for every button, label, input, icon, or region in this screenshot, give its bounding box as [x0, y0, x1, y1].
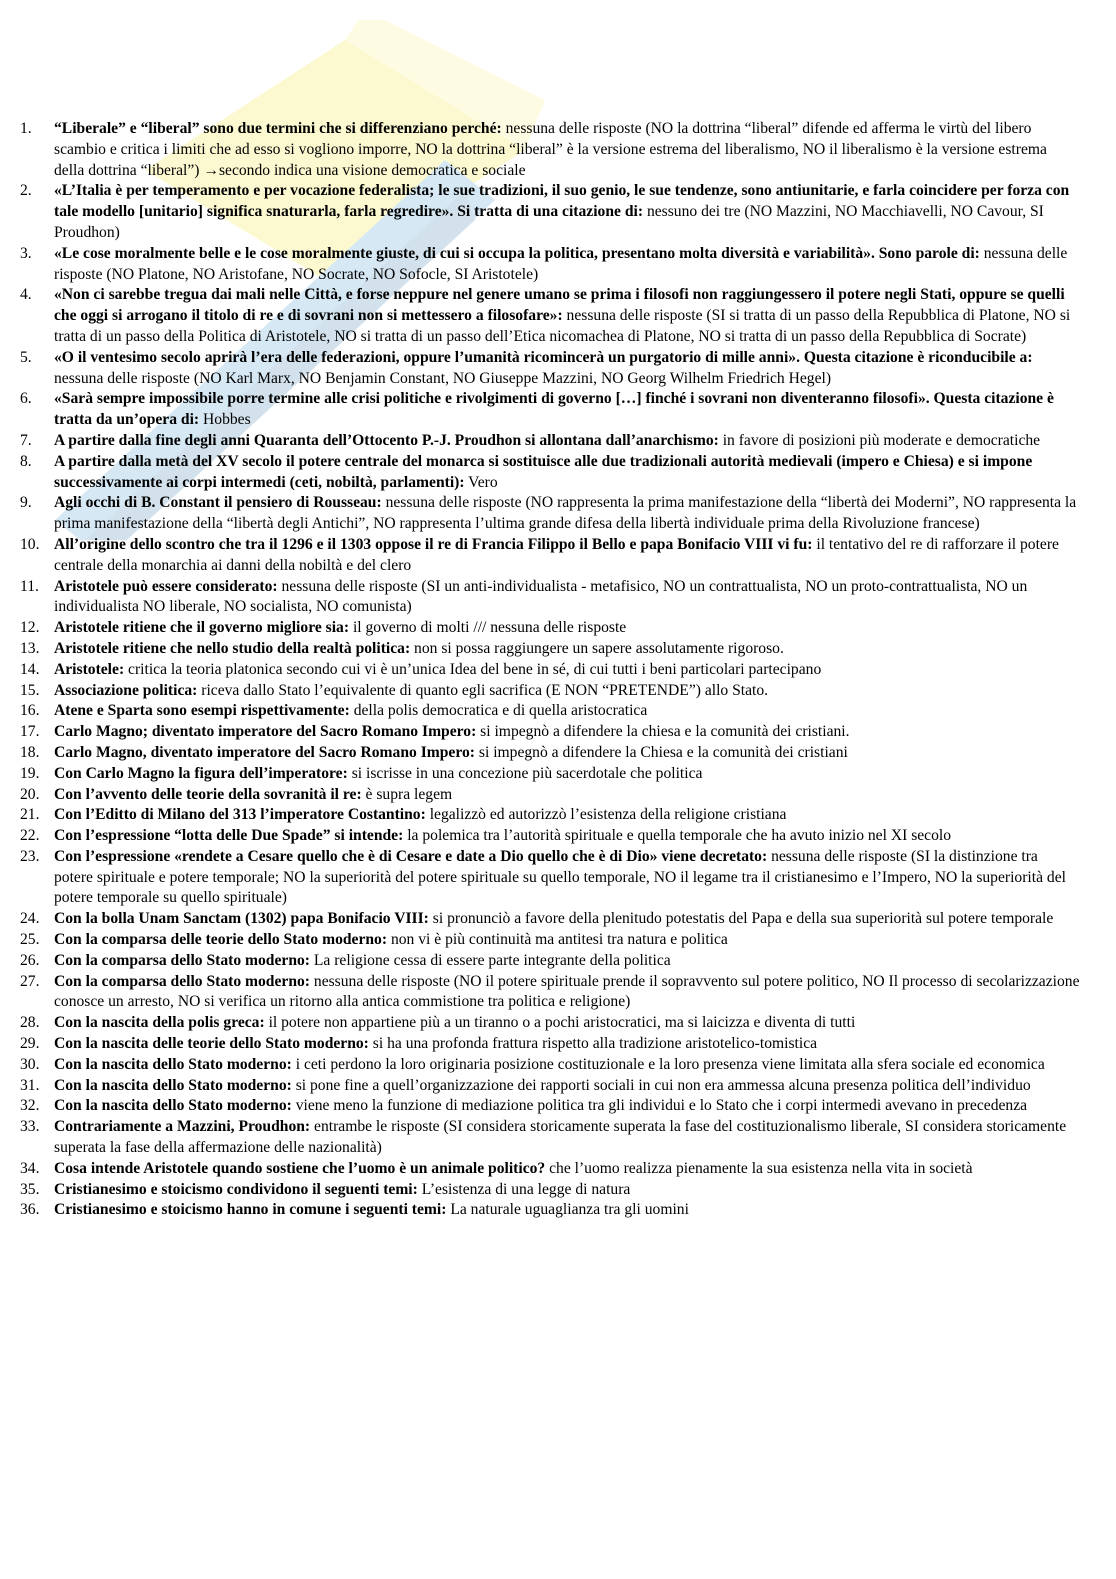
- answer-text: nessuna delle risposte (SI si tratta di un passo della Repubblica di Platone, NO si tratta di un passo della Politica di Aristotele, NO si tratta di un passo dell’Etica nicomachea di Platone, NO si tratta di un passo della Repubblica di Socrate): [54, 307, 1071, 345]
- item-text: [54, 1200, 1080, 1221]
- question-text: «Non ci sarebbe tregua dai mali nelle Città, e forse neppure nel genere umano se prima i filosofi non raggiungessero il potere negli Stati, oppure se quelli che oggi si arrogano il titolo di re e di sovrani non si mettessero a filosofare»:: [54, 286, 1065, 325]
- answer-text: nessuna delle risposte (NO rappresenta la prima manifestazione della “libertà dei Moderni”, NO rappresenta la prima manifestazione della “libertà degli Antichi”, NO rappresenta l’ultima grande difesa della libertà individuale prima della Rivoluzione francese): [54, 494, 1077, 533]
- question-text: Aristotele può essere considerato:: [54, 577, 278, 595]
- list-item: [20, 119, 1080, 181]
- item-text: [54, 930, 1080, 951]
- item-text: [54, 1159, 1080, 1180]
- item-number: 32.: [20, 1097, 40, 1115]
- list-item: [20, 285, 1080, 347]
- answer-text: in favore di posizioni più moderate e democratiche: [718, 431, 1041, 449]
- item-number: 5.: [20, 348, 32, 366]
- item-number: 21.: [20, 806, 40, 824]
- item-text: [54, 785, 1080, 806]
- answer-text: legalizzò ed autorizzò l’esistenza della religione cristiana: [425, 806, 787, 824]
- item-text: [54, 577, 1080, 619]
- item-text: [54, 348, 1080, 390]
- question-text: Agli occhi di B. Constant il pensiero di Rousseau:: [54, 494, 382, 512]
- item-number: 13.: [20, 639, 40, 657]
- question-text: Contrariamente a Mazzini, Proudhon:: [54, 1118, 311, 1136]
- list-item: [20, 618, 1080, 639]
- question-text: Con la nascita dello Stato moderno:: [54, 1097, 292, 1115]
- item-number: 16.: [20, 702, 40, 720]
- item-number: 4.: [20, 286, 32, 304]
- question-text: «L’Italia è per temperamento e per vocazione federalista; le sue tradizioni, il suo genio, le sue tendenze, sono antiunitarie, e farla coincidere per forza con tale modello [unitario] significa snaturarla, farla regredire». Si tratta di una citazione di:: [54, 182, 1070, 221]
- item-number: 25.: [20, 931, 40, 949]
- item-text: [54, 1096, 1080, 1117]
- item-number: 7.: [20, 431, 32, 449]
- question-text: Carlo Magno; diventato imperatore del Sacro Romano Impero:: [54, 723, 477, 741]
- list-item: [20, 764, 1080, 785]
- item-number: 28.: [20, 1014, 40, 1032]
- list-item: [20, 660, 1080, 681]
- item-number: 18.: [20, 743, 40, 761]
- item-text: [54, 452, 1080, 494]
- item-number: 22.: [20, 827, 40, 845]
- question-text: Aristotele ritiene che il governo migliore sia:: [54, 619, 350, 637]
- list-item: [20, 805, 1080, 826]
- qa-list: [20, 119, 1080, 1221]
- answer-text: il potere non appartiene più a un tiranno o a pochi aristocratici, ma si laicizza e diventa di tutti: [264, 1014, 856, 1032]
- question-text: Cosa intende Aristotele quando sostiene che l’uomo è un animale politico?: [54, 1159, 546, 1177]
- item-text: [54, 722, 1080, 743]
- item-text: [54, 660, 1080, 681]
- item-number: 20.: [20, 785, 40, 803]
- list-item: [20, 743, 1080, 764]
- question-text: «Sarà sempre impossibile porre termine alle crisi politiche e rivolgimenti di governo […] finché i sovrani non diventeranno filosofi». Questa citazione è tratta da un’opera di:: [54, 390, 1054, 429]
- item-text: [54, 639, 1080, 660]
- item-text: [54, 826, 1080, 847]
- list-item: [20, 431, 1080, 452]
- item-text: [54, 1117, 1080, 1159]
- answer-text: non vi è più continuità ma antitesi tra natura e politica: [387, 931, 728, 949]
- answer-text: viene meno la funzione di mediazione politica tra gli individui e lo Stato che i corpi intermedi avevano in precedenza: [291, 1097, 1028, 1115]
- item-text: [54, 618, 1080, 639]
- item-text: [54, 701, 1080, 722]
- list-item: [20, 951, 1080, 972]
- item-number: 15.: [20, 681, 40, 699]
- list-item: [20, 930, 1080, 951]
- item-number: 34.: [20, 1159, 40, 1177]
- item-text: [54, 764, 1080, 785]
- item-text: [54, 431, 1080, 452]
- answer-text: della polis democratica e di quella aristocratica: [349, 702, 648, 720]
- item-number: 2.: [20, 182, 32, 200]
- item-number: 29.: [20, 1035, 40, 1053]
- answer-text: che l’uomo realizza pienamente la sua esistenza nella vita in società: [545, 1159, 973, 1177]
- question-text: Con Carlo Magno la figura dell’imperatore:: [54, 764, 348, 782]
- question-text: Con la comparsa delle teorie dello Stato moderno:: [54, 931, 388, 949]
- list-item: [20, 1117, 1080, 1159]
- item-number: 19.: [20, 764, 40, 782]
- answer-text: nessuna delle risposte (SI un anti-individualista - metafisico, NO un contrattualista, NO un proto-contrattualista, NO un individualista NO liberale, NO socialista, NO comunista): [54, 577, 1028, 616]
- answer-text: la polemica tra l’autorità spirituale e quella temporale che ha avuto inizio nel XI secolo: [403, 827, 952, 845]
- item-text: [54, 681, 1080, 702]
- item-number: 24.: [20, 910, 40, 928]
- question-text: A partire dalla metà del XV secolo il potere centrale del monarca si sostituisce alle due tradizionali autorità medievali (impero e Chiesa) e si impone successivamente ai corpi intermedi (ceti, nobiltà, parlamenti):: [54, 452, 1033, 491]
- list-item: [20, 785, 1080, 806]
- list-item: [20, 639, 1080, 660]
- item-text: [54, 285, 1080, 347]
- list-item: [20, 181, 1080, 243]
- question-text: Con la nascita dello Stato moderno:: [54, 1076, 292, 1094]
- list-item: [20, 826, 1080, 847]
- item-number: 26.: [20, 951, 40, 969]
- list-item: [20, 1180, 1080, 1201]
- question-text: Con l’espressione «rendete a Cesare quello che è di Cesare e date a Dio quello che è di Dio» viene decretato:: [54, 847, 768, 865]
- item-number: 17.: [20, 723, 40, 741]
- item-text: [54, 847, 1080, 909]
- item-number: 10.: [20, 535, 40, 553]
- item-text: [54, 1055, 1080, 1076]
- question-text: Aristotele:: [54, 660, 125, 678]
- item-number: 35.: [20, 1180, 40, 1198]
- list-item: [20, 681, 1080, 702]
- item-number: 1.: [20, 120, 32, 137]
- answer-text: il governo di molti /// nessuna delle risposte: [349, 619, 627, 637]
- item-text: [54, 535, 1080, 577]
- item-number: 23.: [20, 847, 40, 865]
- answer-text: il tentativo del re di rafforzare il potere centrale della monarchia ai danni della nobiltà e del clero: [54, 535, 1059, 574]
- list-item: [20, 577, 1080, 619]
- list-item: [20, 1096, 1080, 1117]
- answer-text: nessuna delle risposte (NO il potere spirituale prende il sopravvento sul potere politico, NO Il processo di secolarizzazione conosce un arresto, NO si verifica un ritorno alla antica commistione tra politica e religione): [54, 972, 1080, 1011]
- question-text: Cristianesimo e stoicismo condividono il seguenti temi:: [54, 1180, 418, 1198]
- item-text: [54, 119, 1080, 181]
- item-number: 12.: [20, 619, 40, 637]
- answer-text: si ha una profonda frattura rispetto alla tradizione aristotelico-tomistica: [368, 1035, 818, 1053]
- answer-text: entrambe le risposte (SI considera storicamente superata la fase del costituzionalismo liberale, SI considera storicamente superata la fase della affermazione delle nazionalità): [54, 1118, 1067, 1157]
- item-text: [54, 1013, 1080, 1034]
- item-number: 31.: [20, 1076, 40, 1094]
- list-item: [20, 1076, 1080, 1097]
- list-item: [20, 452, 1080, 494]
- list-item: [20, 1034, 1080, 1055]
- item-number: 14.: [20, 660, 40, 678]
- question-text: “Liberale” e “liberal” sono due termini che si differenziano perché:: [54, 120, 502, 137]
- list-item: [20, 348, 1080, 390]
- answer-text: si impegnò a difendere la Chiesa e la comunità dei cristiani: [475, 743, 848, 761]
- question-text: «O il ventesimo secolo aprirà l’era delle federazioni, oppure l’umanità ricomincerà un purgatorio di mille anni». Questa citazione è riconducibile a:: [54, 348, 1033, 366]
- item-text: [54, 972, 1080, 1014]
- question-text: Con la nascita dello Stato moderno:: [54, 1055, 292, 1073]
- answer-text: nessuna delle risposte (NO la dottrina “liberal” difende ed afferma le virtù del libero scambio e critica i limiti che ad esso si vogliono imporre, NO la dottrina “liberal” è la versione estrema del liberalismo, NO il liberalismo è la versione estrema della dottrina “liberal”) →secondo indica una visione democratica e sociale: [54, 120, 1047, 179]
- answer-text: si pone fine a quell’organizzazione dei rapporti sociali in cui non era ammessa alcuna presenza politica dell’individuo: [291, 1076, 1031, 1094]
- item-number: 6.: [20, 390, 32, 408]
- list-item: [20, 909, 1080, 930]
- item-text: [54, 743, 1080, 764]
- question-text: Con l’Editto di Milano del 313 l’imperatore Costantino:: [54, 806, 426, 824]
- item-number: 11.: [20, 577, 39, 595]
- answer-text: Vero: [464, 473, 498, 491]
- question-text: Aristotele ritiene che nello studio della realtà politica:: [54, 639, 411, 657]
- answer-text: nessuno dei tre (NO Mazzini, NO Macchiavelli, NO Cavour, SI Proudhon): [54, 203, 1044, 241]
- question-text: Con l’avvento delle teorie della sovranità il re:: [54, 785, 362, 803]
- answer-text: L’esistenza di una legge di natura: [417, 1180, 631, 1198]
- item-text: [54, 951, 1080, 972]
- answer-text: nessuna delle risposte (SI la distinzione tra potere spirituale e potere temporale; NO la superiorità del potere spirituale su quello temporale, NO il legame tra il cristianesimo e l’Impero, NO la superiorità del potere temporale su quello spirituale): [54, 847, 1066, 907]
- question-text: All’origine dello scontro che tra il 1296 e il 1303 oppose il re di Francia Filippo il Bello e papa Bonifacio VIII vi fu:: [54, 535, 813, 553]
- list-item: [20, 972, 1080, 1014]
- list-item: [20, 847, 1080, 909]
- list-item: [20, 1013, 1080, 1034]
- item-number: 8.: [20, 452, 32, 470]
- item-text: [54, 805, 1080, 826]
- list-item: [20, 493, 1080, 535]
- question-text: Con l’espressione “lotta delle Due Spade” si intende:: [54, 827, 404, 845]
- item-text: [54, 493, 1080, 535]
- question-text: «Le cose moralmente belle e le cose moralmente giuste, di cui si occupa la politica, presentano molta diversità e variabilità». Sono parole di:: [54, 244, 980, 262]
- item-number: 3.: [20, 244, 32, 262]
- answer-text: si iscrisse in una concezione più sacerdotale che politica: [347, 764, 703, 782]
- question-text: Atene e Sparta sono esempi rispettivamente:: [54, 702, 350, 720]
- list-item: [20, 1200, 1080, 1221]
- question-text: Con la comparsa dello Stato moderno:: [54, 972, 310, 990]
- item-text: [54, 244, 1080, 286]
- answer-text: i ceti perdono la loro originaria posizione costituzionale e la loro presenza viene limitata alla sfera sociale ed economica: [291, 1055, 1045, 1073]
- list-item: [20, 389, 1080, 431]
- question-text: Con la nascita delle teorie dello Stato moderno:: [54, 1035, 369, 1053]
- answer-text: nessuna delle risposte (NO Platone, NO Aristofane, NO Socrate, NO Sofocle, SI Aristotele): [54, 244, 1068, 283]
- question-text: Con la bolla Unam Sanctam (1302) papa Bonifacio VIII:: [54, 910, 429, 928]
- list-item: [20, 244, 1080, 286]
- item-text: [54, 181, 1080, 243]
- answer-text: non si possa raggiungere un sapere assolutamente rigoroso.: [410, 639, 784, 657]
- question-text: Cristianesimo e stoicismo hanno in comune i seguenti temi:: [54, 1201, 447, 1219]
- question-text: Carlo Magno, diventato imperatore del Sacro Romano Impero:: [54, 743, 475, 761]
- list-item: [20, 1159, 1080, 1180]
- item-number: 36.: [20, 1201, 40, 1219]
- question-text: Con la comparsa dello Stato moderno:: [54, 951, 310, 969]
- answer-text: Hobbes: [199, 411, 251, 429]
- item-number: 33.: [20, 1118, 40, 1136]
- question-text: A partire dalla fine degli anni Quaranta dell’Ottocento P.-J. Proudhon si allontana dall’anarchismo:: [54, 431, 719, 449]
- item-text: [54, 1180, 1080, 1201]
- answer-text: La naturale uguaglianza tra gli uomini: [446, 1201, 689, 1219]
- answer-text: è supra legem: [361, 785, 453, 803]
- answer-text: riceva dallo Stato l’equivalente di quanto egli sacrifica (E NON “PRETENDE”) allo Stato.: [197, 681, 769, 699]
- list-item: [20, 701, 1080, 722]
- list-item: [20, 535, 1080, 577]
- answer-text: nessuna delle risposte (NO Karl Marx, NO Benjamin Constant, NO Giuseppe Mazzini, NO Georg Wilhelm Friedrich Hegel): [54, 369, 832, 387]
- question-text: Con la nascita della polis greca:: [54, 1014, 265, 1032]
- item-number: 27.: [20, 972, 40, 990]
- answer-text: si pronunciò a favore della plenitudo potestatis del Papa e della sua superiorità sul potere temporale: [428, 910, 1054, 928]
- list-item: [20, 722, 1080, 743]
- item-text: [54, 909, 1080, 930]
- list-item: [20, 1055, 1080, 1076]
- item-number: 9.: [20, 494, 32, 512]
- item-text: [54, 389, 1080, 431]
- answer-text: si impegnò a difendere la chiesa e la comunità dei cristiani.: [476, 723, 850, 741]
- question-text: Associazione politica:: [54, 681, 198, 699]
- item-text: [54, 1034, 1080, 1055]
- answer-text: critica la teoria platonica secondo cui vi è un’unica Idea del bene in sé, di cui tutti i beni particolari partecipano: [124, 660, 822, 678]
- item-text: [54, 1076, 1080, 1097]
- answer-text: La religione cessa di essere parte integrante della politica: [310, 951, 671, 969]
- item-number: 30.: [20, 1055, 40, 1073]
